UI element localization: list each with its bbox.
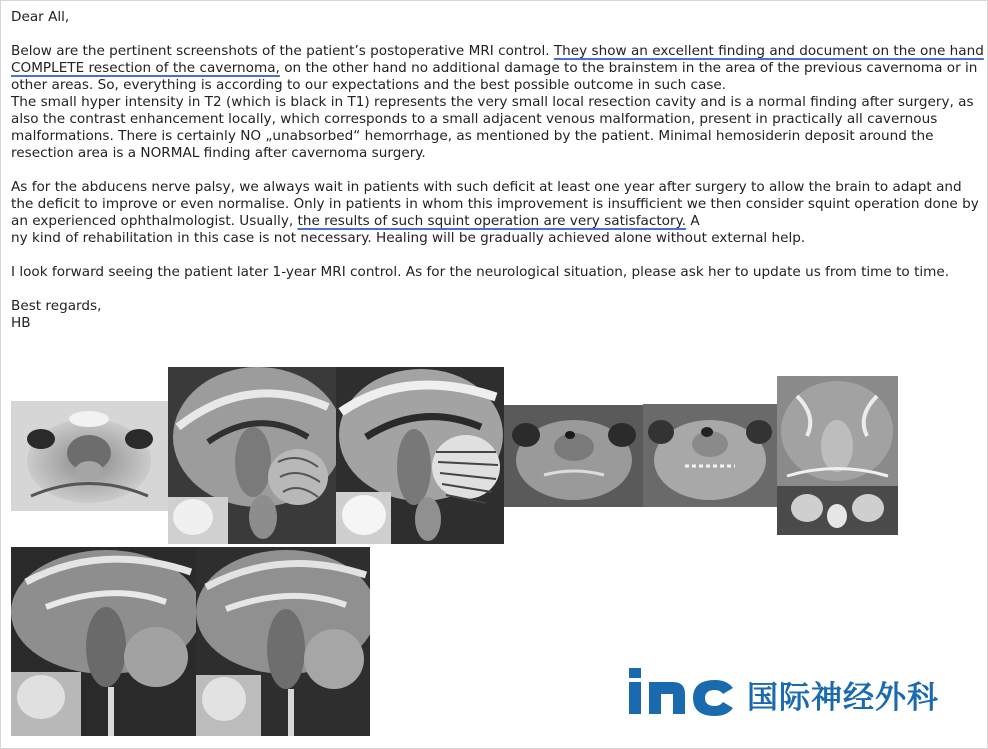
email-body	[11, 9, 986, 332]
mri-image-sagittal-t1-2	[196, 547, 370, 736]
mri-image-sagittal-t2-2	[336, 367, 504, 544]
paragraph-3	[11, 179, 986, 230]
paragraph-1	[11, 43, 986, 94]
paragraph-2: The small hyper intensity in T2 (which is black in T1) represents the very small local resection cavity and is a normal finding after surgery, as also the contrast enhancement locally, which corresponds to a small adjacent venous malformation, present in practically all cavernous malformations. There is certainly NO „unabsorbed“ hemorrhage, as mentioned by the patient. Minimal hemosiderin deposit around the resection area is a NORMAL finding after cavernoma surgery.	[11, 94, 974, 161]
mri-image-axial-t1-1	[504, 405, 643, 507]
mri-image-axial-t1-2	[643, 404, 777, 507]
greeting: Dear All,	[11, 9, 70, 25]
p1-highlight: They show an excellent finding and document on the one hand COMPLETE resection of the cavernoma,	[11, 43, 984, 76]
mri-image-sagittal-t1-1	[11, 547, 196, 736]
p1-text-a: Below are the pertinent screenshots of the patient’s postoperative MRI control.	[11, 43, 554, 59]
p3-text-a: As for the abducens nerve palsy, we always wait in patients with such deficit at least one year after surgery to allow the brain to adapt and the deficit to improve or even normalise. Only in patients in whom this improvement is insufficient we then consider squint operation done by an experienced ophthalmologist. Usually,	[11, 179, 979, 229]
paragraph-4: I look forward seeing the patient later 1-year MRI control. As for the neurological situation, please ask her to update us from time to time.	[11, 264, 950, 280]
mri-image-coronal	[777, 376, 898, 535]
signature: HB	[11, 315, 31, 331]
mri-image-sagittal-t2-1	[168, 367, 336, 544]
closing: Best regards,	[11, 298, 102, 314]
logo-chinese-text: 国际神经外科	[747, 680, 939, 716]
inc-logo	[627, 664, 967, 718]
p3-highlight: the results of such squint operation are very satisfactory.	[297, 213, 687, 229]
inc-logo-mark	[627, 664, 737, 718]
p1-text-c: on the other hand no additional damage to the brainstem in the area of the previous cavernoma or in other areas. So, everything is according to our expectations and the best possible outcome in such case.	[11, 60, 978, 93]
mri-image-axial-t2-1	[11, 401, 168, 511]
p3-text-c: A	[686, 213, 700, 229]
paragraph-3-cont: ny kind of rehabilitation in this case is not necessary. Healing will be gradually achieved alone without external help.	[11, 230, 806, 246]
